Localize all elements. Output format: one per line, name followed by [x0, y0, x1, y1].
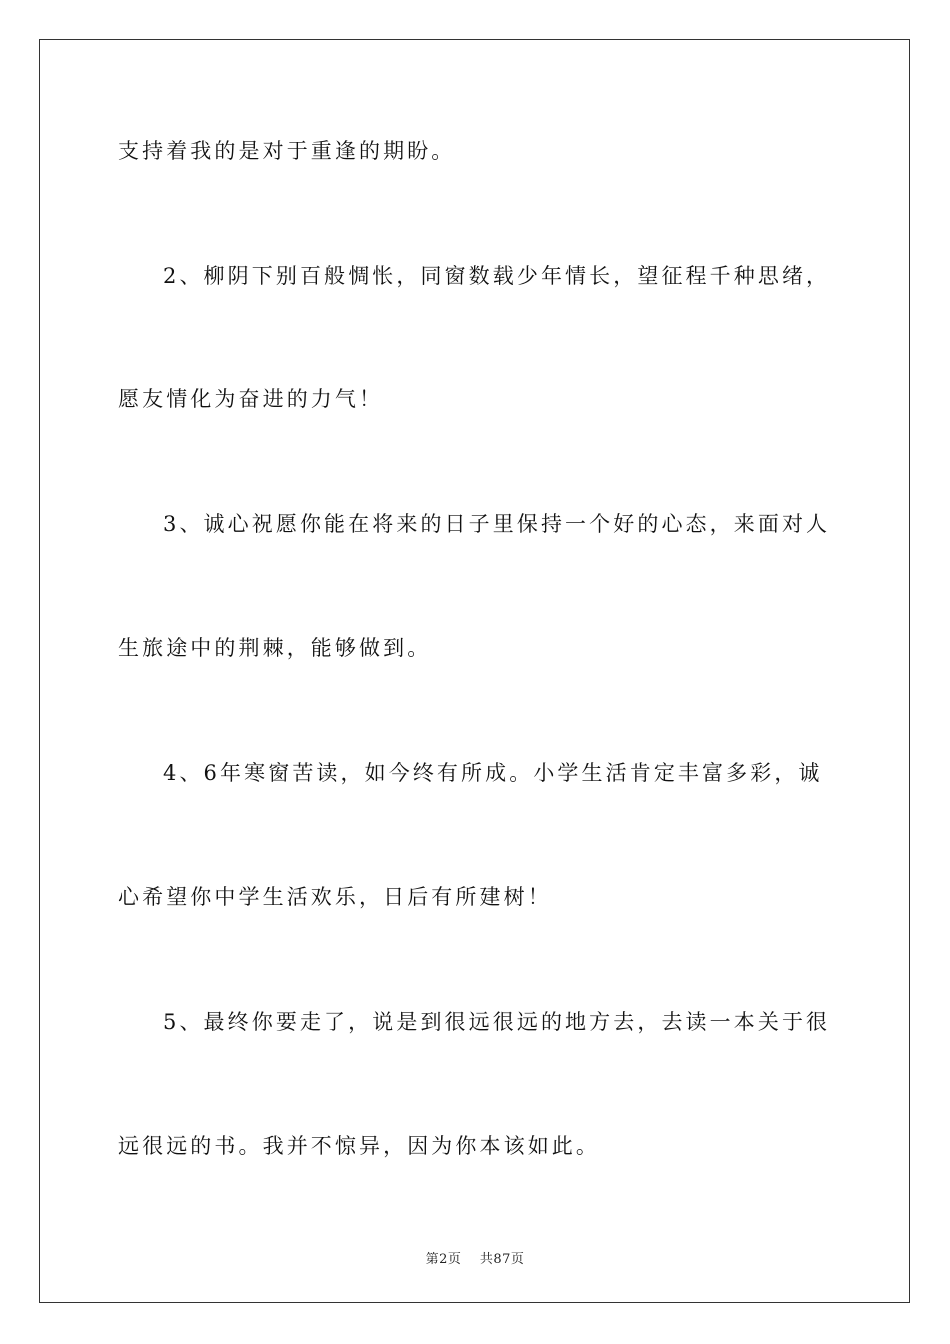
page-number-footer: 第2页 共87页 — [425, 1252, 525, 1267]
paragraph-line: 支持着我的是对于重逢的期盼。 — [118, 139, 456, 163]
paragraph-line: 2、柳阴下别百般惆怅，同窗数载少年情长，望征程千种思绪， — [163, 264, 831, 288]
paragraph-line: 心希望你中学生活欢乐，日后有所建树！ — [118, 885, 552, 909]
paragraph-line: 愿友情化为奋进的力气！ — [118, 387, 384, 411]
paragraph-line: 4、6年寒窗苦读，如今终有所成。小学生活肯定丰富多彩，诚 — [163, 761, 823, 785]
paragraph-line: 3、诚心祝愿你能在将来的日子里保持一个好的心态，来面对人 — [163, 512, 831, 536]
paragraph-line: 远很远的书。我并不惊异，因为你本该如此。 — [118, 1134, 600, 1158]
paragraph-line: 5、最终你要走了，说是到很远很远的地方去，去读一本关于很 — [163, 1010, 831, 1034]
page-border — [39, 39, 910, 1303]
paragraph-line: 生旅途中的荆棘，能够做到。 — [118, 636, 432, 660]
